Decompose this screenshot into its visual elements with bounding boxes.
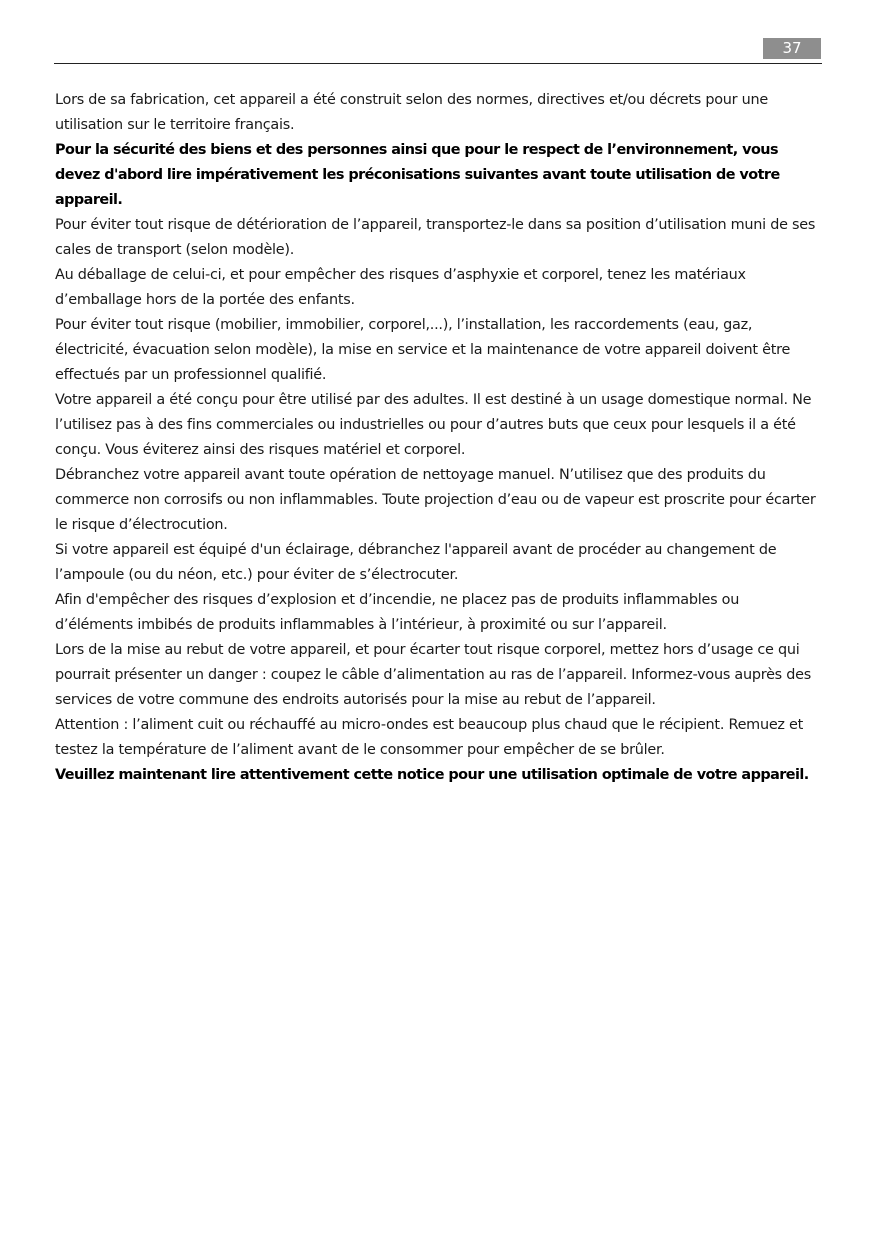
paragraph-disposal: Lors de la mise au rebut de votre appareil, et pour écarter tout risque corporel, mettez hors d’usage ce qui pourrait présenter un danger : coupez le câble d’alimentation au ras de l’appareil. Informez-vous auprès des services de votre commune des endroits autorisés pour la mise au rebut de l’appareil. [55,642,811,708]
paragraph-transport: Pour éviter tout risque de détérioration de l’appareil, transportez-le dans sa position d’utilisation muni de ses cales de transport (selon modèle). [55,217,816,258]
paragraph-microwave: Attention : l’aliment cuit ou réchauffé au micro-ondes est beaucoup plus chaud que le récipient. Remuez et testez la température de l’aliment avant de le consommer pour empêcher de se brûler. [55,717,804,758]
paragraph-unpacking: Au déballage de celui-ci, et pour empêcher des risques d’asphyxie et corporel, tenez les matériaux d’emballage hors de la portée des enfants. [55,267,746,308]
paragraph-usage: Votre appareil a été conçu pour être utilisé par des adultes. Il est destiné à un usage domestique normal. Ne l’utilisez pas à des fins commerciales ou industrielles ou pour d’autres buts que ceux pour lesquels il a été conçu. Vous éviterez ainsi des risques matériel et corporel. [55,392,812,458]
page-number: 37 [763,38,821,59]
paragraph-safety-warning: Pour la sécurité des biens et des personnes ainsi que pour le respect de l’environnement, vous devez d'abord lire impérativement les préconisations suivantes avant toute utilisation de votre appareil. [55,142,780,208]
paragraph-explosion: Afin d'empêcher des risques d’explosion et d’incendie, ne placez pas de produits inflammables ou d’éléments imbibés de produits inflammables à l’intérieur, à proximité ou sur l’appareil. [55,592,740,633]
safety-instructions [55,88,821,788]
paragraph-lighting: Si votre appareil est équipé d'un éclairage, débranchez l'appareil avant de procéder au changement de l’ampoule (ou du néon, etc.) pour éviter de s’électrocuter. [55,542,777,583]
paragraph-installation: Pour éviter tout risque (mobilier, immobilier, corporel,...), l’installation, les raccordements (eau, gaz, électricité, évacuation selon modèle), la mise en service et la maintenance de votre appareil doivent être effectués par un professionnel qualifié. [55,317,791,383]
paragraph-fabrication: Lors de sa fabrication, cet appareil a été construit selon des normes, directives et/ou décrets pour une utilisation sur le territoire français. [55,92,769,133]
page-header [54,37,822,64]
paragraph-cleaning: Débranchez votre appareil avant toute opération de nettoyage manuel. N’utilisez que des produits du commerce non corrosifs ou non inflammables. Toute projection d’eau ou de vapeur est proscrite pour écarter le risque d’électrocution. [55,467,816,533]
header-rule [54,63,822,64]
paragraph-read-notice: Veuillez maintenant lire attentivement cette notice pour une utilisation optimale de votre appareil. [55,767,809,783]
